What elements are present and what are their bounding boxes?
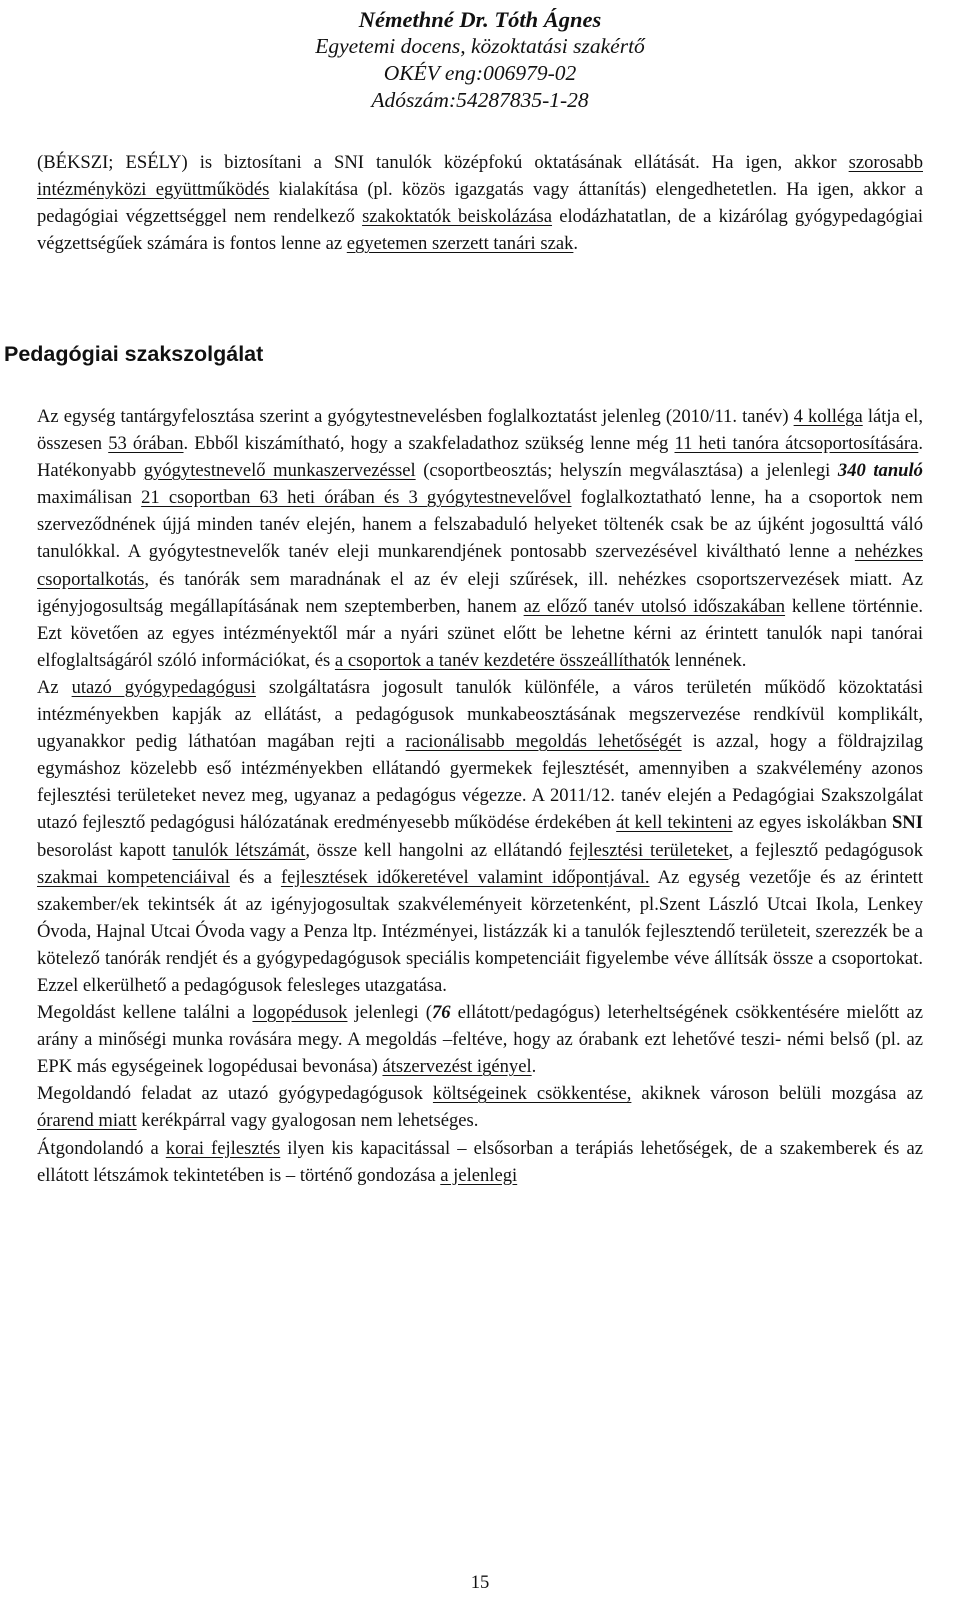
paragraph-logopedusok [37,999,923,1080]
text-run: (csoportbeosztás; helyszín megválasztása) a jelenlegi [415,460,838,482]
letterhead [0,6,960,114]
text-run: lennének. [669,649,747,671]
text-run: , és tanórák sem maradnának el az év eleji szűrések, ill. nehézkes csoportszervezések miatt. Az igényjogosultság megállapításának nem szeptemberben, hanem [37,568,923,617]
text-run: Az [37,676,72,698]
text-run: és a [229,866,281,888]
text-run: kerékpárral vagy gyalogosan nem lehetséges. [136,1110,479,1132]
text-run: ellátott/pedagógus) leterheltségének csökkentésére mielőtt az arány a minőségi munka rovására megy. A megoldás –feltéve, hogy az órabank ezt lehetővé teszi- némi belső (pl. az EPK más egységeinek logopédusai bevonása) [37,1002,923,1078]
underlined-text: gyógytestnevelő munkaszervezéssel [143,460,416,482]
text-run: látja el, összesen [37,406,923,455]
paragraph-utazo-gyogypedagogus [37,674,923,999]
text-run: , a fejlesztő pedagógusok [728,839,923,861]
text-run: szolgáltatásra jogosult tanulók különféle, a város területén működő közoktatási intézményekben kapják az ellátást, a pedagógusok munkabeosztásának megszervezése rendkívül komplikált, ugyanakkor pedig láthatóan magában rejti a [37,676,923,753]
text-run: , össze kell hangolni az ellátandó [305,839,569,861]
tax-number: Adószám:54287835-1-28 [371,88,589,112]
author-role: Egyetemi docens, közoktatási szakértő [315,34,645,58]
underlined-text: át kell tekinteni [616,812,733,834]
underlined-text: logopédusok [252,1002,348,1024]
text-run: kellene történnie. Ezt követően az egyes intézményektől már a nyári szünet előtt be lehetne kérni az érintett tanulók napi tanórai elfoglaltságáról szóló információkat, és [37,595,923,671]
text-run: (BÉKSZI; ESÉLY) is biztosítani a SNI tanulók középfokú oktatásának ellátását. Ha igen, akkor [37,152,849,173]
paragraph-gyogytestneveles [37,403,923,674]
text-run: Megoldandó feladat az utazó gyógypedagógusok [37,1083,433,1105]
text-run: az egyes iskolákban [732,812,892,834]
okev-number: OKÉV eng:006979-02 [383,61,577,85]
paragraph-korai-fejlesztes [37,1135,923,1189]
section-heading: Pedagógiai szakszolgálat [4,342,264,366]
underlined-text: átszervezést igényel [382,1056,532,1078]
underlined-text: nehézkes csoportalkotás [37,541,923,590]
text-run: kialakítása (pl. közös igazgatás vagy áttanítás) elengedhetetlen. Ha igen, akkor a pedagógiai végzettséggel nem rendelkező [37,179,923,228]
text-run: . Ebből kiszámítható, hogy a szakfeladathoz szükség lenne még [183,433,675,455]
section-body [37,403,923,1189]
text-run: foglalkoztatható lenne, ha a csoportok nem szerveződnének újjá minden tanév elején, hanem a felszabaduló helyeket töltenék csak be az újként jogosulttá váló tanulókkal. A gyógytestnevelők tanév eleji munkarendjének pontosabb szervezésével kiváltható lenne a [37,487,923,563]
underlined-text: 11 heti tanóra átcsoportosítására [674,433,919,455]
underlined-text: órarend miatt [37,1110,137,1132]
text-run: ilyen kis kapacitással – elsősorban a terápiás lehetőségek, de a szakemberek és az ellátott létszámok tekintetében is – történő gondozása [37,1137,923,1186]
underlined-text: 53 órában [108,433,184,455]
underlined-text: a jelenlegi [440,1164,518,1186]
underlined-text: szakmai kompetenciáival [37,866,230,888]
underlined-text: a csoportok a tanév kezdetére összeállíthatók [334,649,670,671]
text-run: . Hatékonyabb [37,433,924,482]
emphasized-text: 340 tanuló [837,460,923,482]
emphasized-text: 76 [431,1002,451,1024]
text-run: Megoldást kellene találni a [37,1002,253,1024]
text-run: . [573,233,579,255]
text-run: . [531,1056,537,1078]
intro-paragraph [37,149,923,257]
bold-text: SNI [891,812,923,834]
text-run: is azzal, hogy a földrajzilag egymáshoz közelebb eső intézményekben ellátandó gyermekek fejlesztését, amennyiben a szakvélemény azonos fejlesztési területeket nevez meg, ugyanaz a pedagógus végezze. A 2011/12. tanév elején a Pedagógiai Szakszolgálat utazó fejlesztő pedagógusi hálózatának eredményesebb működése érdekében [37,731,923,834]
underlined-text: költségeinek csökkentése, [432,1083,632,1105]
underlined-text: 21 csoportban 63 heti órában és 3 gyógytestnevelővel [141,487,572,509]
underlined-text: szorosabb intézményközi együttműködés [37,152,923,201]
underlined-text: az előző tanév utolsó időszakában [523,595,786,617]
text-run: besorolást kapott [37,839,173,861]
underlined-text: racionálisabb megoldás lehetőségét [405,731,682,753]
underlined-text: utazó gyógypedagógusi [71,676,256,698]
underlined-text: szakoktatók beiskolázása [362,206,553,228]
text-run: Átgondolandó a [37,1137,166,1159]
text-run: maximálisan [37,487,142,509]
paragraph-koltsegek [37,1080,923,1134]
text-run: elodázhatatlan, de a kizárólag gyógypedagógiai végzettségűek számára is fontos lenne az [37,206,923,255]
author-name: Némethné Dr. Tóth Ágnes [358,7,602,32]
text-run: jelenlegi ( [347,1002,432,1024]
underlined-text: egyetemen szerzett tanári szak [346,233,574,255]
underlined-text: 4 kolléga [793,406,863,427]
text-run: akiknek városon belüli mozgása az [631,1083,923,1105]
underlined-text: fejlesztések időkeretével valamint időpontjával. [280,866,650,888]
underlined-text: fejlesztési területeket [568,839,729,861]
text-run: Az egység tantárgyfelosztása szerint a gyógytestnevelésben foglalkoztatást jelenleg (2010/11. tanév) [37,406,794,427]
text-run: Az egység vezetője és az érintett szakember/ek tekintsék át az igényjogosultak szakvéleményeit körzetenként, pl.Szent László Utcai Ikola, Lenkey Óvoda, Hajnal Utcai Óvoda vagy a Penza ltp. Intézményei, listázzák ki a tanulók fejlesztendő területeit, szerezzék be a kötelező tanórák rendjét és a gyógypedagógusok speciális kompetenciáit figyelembe véve állítsák össze a csoportokat. Ezzel elkerülhető a pedagógusok felesleges utazgatása. [37,866,924,996]
underlined-text: tanulók létszámát [172,839,306,861]
page-number: 15 [470,1572,490,1593]
underlined-text: korai fejlesztés [165,1137,281,1159]
